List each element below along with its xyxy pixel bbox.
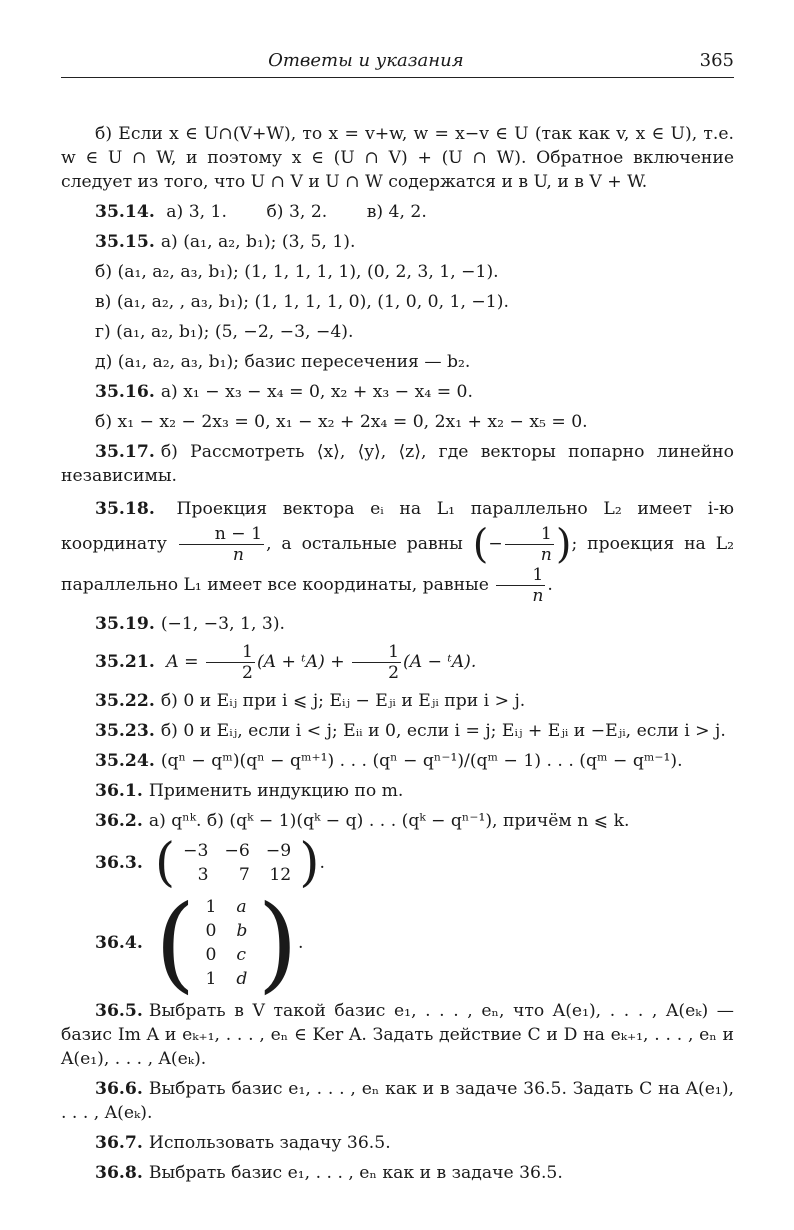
answer-line: г) (a₁, a₂, b₁); (5, −2, −3, −4). [95, 322, 354, 342]
answer-35-18: 35.18. Проекция вектора eᵢ на L₁ параллельно L₂ имеет i-ю координату $\frac{n - 1}{n}$ , а остальные равны (− $\frac{1}{n}$ ); проекция на L₂ параллельно L₁ имеет все координаты, равные $\frac{1}{n}$ . [61, 499, 735, 606]
fraction: $\frac{n - 1}{n}$ [179, 524, 264, 565]
answer-36-7: 36.7. Использовать задачу 36.5. [95, 1133, 391, 1153]
answer-36-2: 36.2. а) qⁿᵏ. б) (qᵏ − 1)(qᵏ − q) . . . (qᵏ − qⁿ⁻¹), причём n ⩽ k. [95, 811, 630, 831]
answers-content [61, 78, 734, 1185]
answer-36-1: 36.1. Применить индукцию по m. [95, 781, 404, 801]
answer-35-19: 35.19. (−1, −3, 1, 3). [95, 614, 286, 634]
answer-36-4: 36.4. ( 1 a 0 b 0 c 1 d ) . [95, 882, 304, 1004]
fraction: $\frac{1}{n}$ [505, 524, 554, 565]
answer-36-8: 36.8. Выбрать базис e₁, . . . , eₙ как и в задаче 36.5. [95, 1163, 563, 1183]
answer-line: б) Если x ∈ U∩(V+W), то x = v+w, w = x−v ∈ U (так как v, x ∈ U), т.е. w ∈ U ∩ W, и поэтому x ∈ (U ∩ V) + (U ∩ W). Обратное включение следует из того, что U ∩ V и U ∩ W содержатся и в U, и в V + W. [61, 124, 734, 192]
running-header [61, 50, 734, 78]
answer-36-3: 36.3. ( −3 −6 −9 3 7 12 ) . [95, 833, 325, 893]
answer-line: б) x₁ − x₂ − 2x₃ = 0, x₁ − x₂ + 2x₄ = 0, 2x₁ + x₂ − x₅ = 0. [95, 412, 588, 432]
answer-line: в) (a₁, a₂, , a₃, b₁); (1, 1, 1, 1, 0), (1, 0, 0, 1, −1). [95, 292, 509, 312]
fraction: $\frac{1}{2}$ [352, 642, 401, 683]
answer-35-21: 35.21. A = $\frac{1}{2}$ (A + ᵗA) + $\frac{1}{2}$ (A − ᵗA). [95, 642, 477, 683]
answer-35-16: 35.16. а) x₁ − x₃ − x₄ = 0, x₂ + x₃ − x₄ = 0. [95, 382, 473, 402]
answer-35-17: 35.17. б) Рассмотреть ⟨x⟩, ⟨y⟩, ⟨z⟩, где векторы попарно линейно независимы. [61, 442, 734, 486]
fraction: $\frac{1}{n}$ [496, 565, 545, 606]
answer-36-6: 36.6. Выбрать базис e₁, . . . , eₙ как и в задаче 36.5. Задать C на A(e₁), . . . , A(eₖ). [61, 1079, 734, 1123]
answer-36-5: 36.5. Выбрать в V такой базис e₁, . . . , eₙ, что A(e₁), . . . , A(eₖ) — базис Im A и eₖ₊₁, . . . , eₙ ∈ Ker A. Задать действие C и D на eₖ₊₁, . . . , eₙ и A(e₁), . . . , A(eₖ). [61, 1001, 734, 1069]
matrix: ( −3 −6 −9 3 7 12 ) [154, 833, 320, 893]
answer-line: д) (a₁, a₂, a₃, b₁); базис пересечения — b₂. [95, 352, 471, 372]
page [61, 50, 734, 1191]
page-number: 365 [699, 50, 734, 71]
fraction: $\frac{1}{2}$ [206, 642, 255, 683]
answer-35-15: 35.15. а) (a₁, a₂, b₁); (3, 5, 1). [95, 232, 356, 252]
answer-35-22: 35.22. б) 0 и Eᵢⱼ при i ⩽ j; Eᵢⱼ − Eⱼᵢ и Eⱼᵢ при i > j. [95, 691, 526, 711]
answer-35-24: 35.24. (qⁿ − qᵐ)(qⁿ − qᵐ⁺¹) . . . (qⁿ − qⁿ⁻¹)/(qᵐ − 1) . . . (qᵐ − qᵐ⁻¹). [95, 751, 683, 771]
answer-line: б) (a₁, a₂, a₃, b₁); (1, 1, 1, 1, 1), (0, 2, 3, 1, −1). [95, 262, 499, 282]
header-title: Ответы и указания [268, 50, 464, 71]
matrix: ( 1 a 0 b 0 c 1 d ) [154, 882, 298, 1004]
answer-35-23: 35.23. б) 0 и Eᵢⱼ, если i < j; Eᵢᵢ и 0, если i = j; Eᵢⱼ + Eⱼᵢ и −Eⱼᵢ, если i > j. [95, 721, 726, 741]
answer-35-14: 35.14. а) 3, 1. б) 3, 2. в) 4, 2. [95, 202, 427, 222]
